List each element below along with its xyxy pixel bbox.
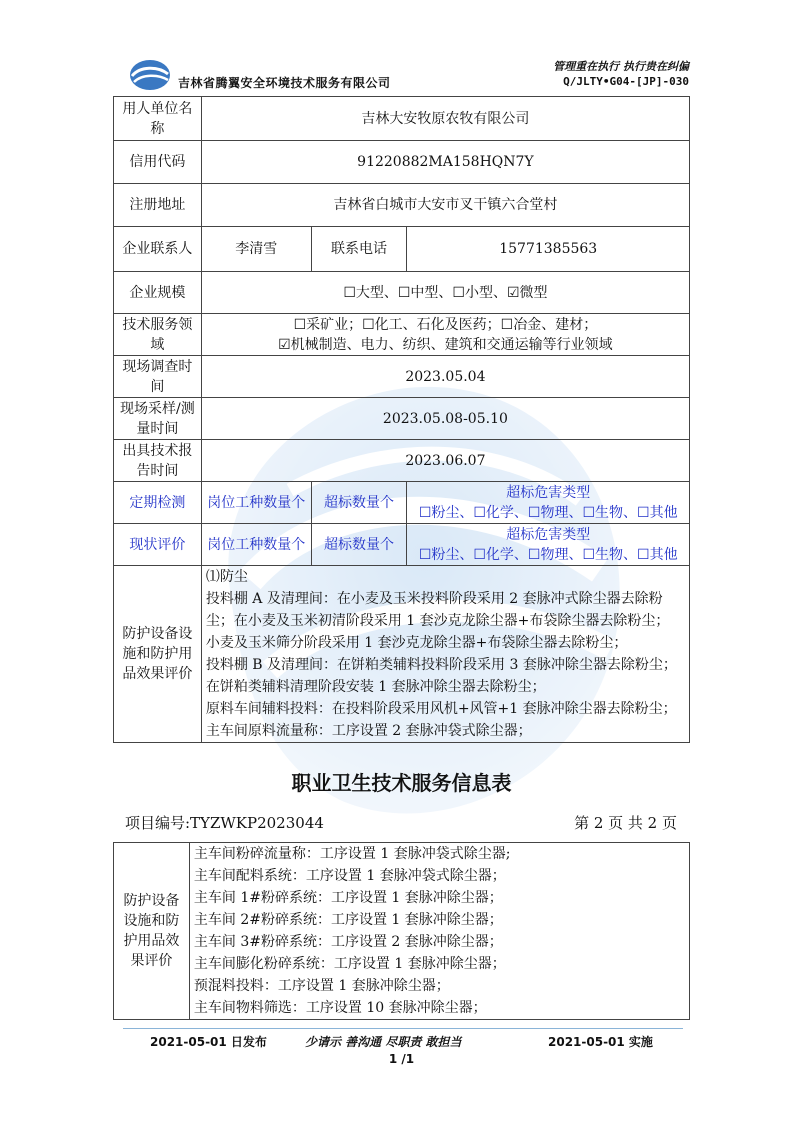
current-label: 现状评价 [114,524,202,566]
company-logo-icon [128,58,172,92]
footer-motto: 少请示 善沟通 尽职责 敢担当 [305,1035,462,1049]
contact-label: 企业联系人 [114,227,202,272]
measure-line: 原料车间辅料投料：在投料阶段采用风机+风管+1 套脉冲除尘器去除粉尘； [205,701,677,717]
protect-measures [189,843,689,1020]
document-code: Q/JLTY•G04-[JP]-030 [563,75,689,88]
measure-line: 主车间 3#粉碎系统：工序设置 2 套脉冲除尘器； [193,934,503,950]
company-name: 吉林省腾翼安全环境技术服务有限公司 [178,76,391,90]
scale-value: ☐大型、☐中型、☐小型、☑微型 [201,272,689,314]
measure-line: 主车间粉碎流量称：工序设置 1 套脉冲袋式除尘器; [193,846,511,862]
protect-label: 防护设备设施和防护用品效果评价 [114,843,190,1020]
field-line-1: ☐采矿业；☐化工、石化及医药；☐冶金、建材； [293,316,598,333]
periodic-hazard [407,482,690,524]
current-posts-label: 岗位工种数量个 [201,524,311,566]
measure-line: 小麦及玉米筛分阶段采用 1 套沙克龙除尘器+布袋除尘器去除粉尘； [205,635,628,651]
table-row [114,566,690,743]
survey-label: 现场调查时间 [114,356,202,398]
measure-line: 投料棚 B 及清理间：在饼粕类辅料投料阶段采用 3 套脉冲除尘器去除粉尘； [205,657,677,673]
page-number: 1 /1 [388,1052,415,1066]
measure-line: 投料棚 A 及清理间：在小麦及玉米投料阶段采用 2 套脉冲式除尘器去除粉 [205,591,663,607]
field-line-2: ☑机械制造、电力、纺织、建筑和交通运输等行业领域 [278,336,613,353]
measure-line: 主车间原料流量称：工序设置 2 套脉冲袋式除尘器； [205,723,532,739]
address-value: 吉林省白城市大安市叉干镇六合堂村 [201,184,689,227]
measure-line: 主车间物料筛选：工序设置 10 套脉冲除尘器； [193,1000,487,1016]
phone-label: 联系电话 [311,227,407,272]
table-row [114,398,690,440]
measure-line: 在饼粕类辅料清理阶段安装 1 套脉冲除尘器去除粉尘； [205,679,546,695]
header-slogan: 管理重在执行 执行贵在纠偏 [553,60,689,73]
contact-value: 李清雪 [201,227,311,272]
service-info-table [113,96,690,743]
implement-date: 2021-05-01 实施 [548,1035,653,1049]
measure-line: ⑴防尘 [205,569,248,585]
sampling-label: 现场采样/测量时间 [114,398,202,440]
phone-value: 15771385563 [407,227,690,272]
release-date: 2021-05-01 日发布 [150,1035,267,1049]
table-row [114,141,690,184]
periodic-exceed-label: 超标数量个 [311,482,407,524]
project-number: 项目编号:TYZWKP2023044 [125,814,324,832]
sampling-value: 2023.05.08-05.10 [201,398,689,440]
table-row [114,272,690,314]
scale-label: 企业规模 [114,272,202,314]
table-row [114,97,690,141]
credit-value: 91220882MA158HQN7Y [201,141,689,184]
field-value [201,314,689,356]
survey-value: 2023.05.04 [201,356,689,398]
measure-line: 预混料投料：工序设置 1 套脉冲除尘器； [193,978,450,994]
periodic-label: 定期检测 [114,482,202,524]
address-label: 注册地址 [114,184,202,227]
current-hazard-options: ☐粉尘、☐化学、☐物理、☐生物、☐其他 [418,546,678,563]
table-row [114,843,690,1020]
protect-label: 防护设备设施和防护用品效果评价 [114,566,202,743]
protect-measures [201,566,689,743]
measure-line: 主车间 2#粉碎系统：工序设置 1 套脉冲除尘器； [193,912,503,928]
measure-line: 主车间配料系统：工序设置 1 套脉冲袋式除尘器； [193,868,506,884]
measure-line: 主车间膨化粉碎系统：工序设置 1 套脉冲除尘器； [193,956,506,972]
periodic-posts-label: 岗位工种数量个 [201,482,311,524]
periodic-hazard-options: ☐粉尘、☐化学、☐物理、☐生物、☐其他 [418,504,678,521]
field-label: 技术服务领域 [114,314,202,356]
current-hazard [407,524,690,566]
employer-value: 吉林大安牧原农牧有限公司 [201,97,689,141]
table-row [114,314,690,356]
page-info: 第 2 页 共 2 页 [574,814,677,832]
table-row [114,524,690,566]
credit-label: 信用代码 [114,141,202,184]
table-row [114,440,690,482]
current-hazard-title: 超标危害类型 [506,526,591,543]
table-row [114,482,690,524]
table-row [114,184,690,227]
report-value: 2023.06.07 [201,440,689,482]
table-row [114,227,690,272]
table-row [114,356,690,398]
report-label: 出具技术报告时间 [114,440,202,482]
service-info-table-continued [113,842,690,1020]
periodic-hazard-title: 超标危害类型 [506,484,591,501]
employer-label: 用人单位名称 [114,97,202,141]
page-title: 职业卫生技术服务信息表 [291,771,512,795]
current-exceed-label: 超标数量个 [311,524,407,566]
footer-divider [123,1028,683,1029]
measure-line: 尘；在小麦及玉米初清阶段采用 1 套沙克龙除尘器+布袋除尘器去除粉尘； [205,613,670,629]
measure-line: 主车间 1#粉碎系统：工序设置 1 套脉冲除尘器； [193,890,503,906]
